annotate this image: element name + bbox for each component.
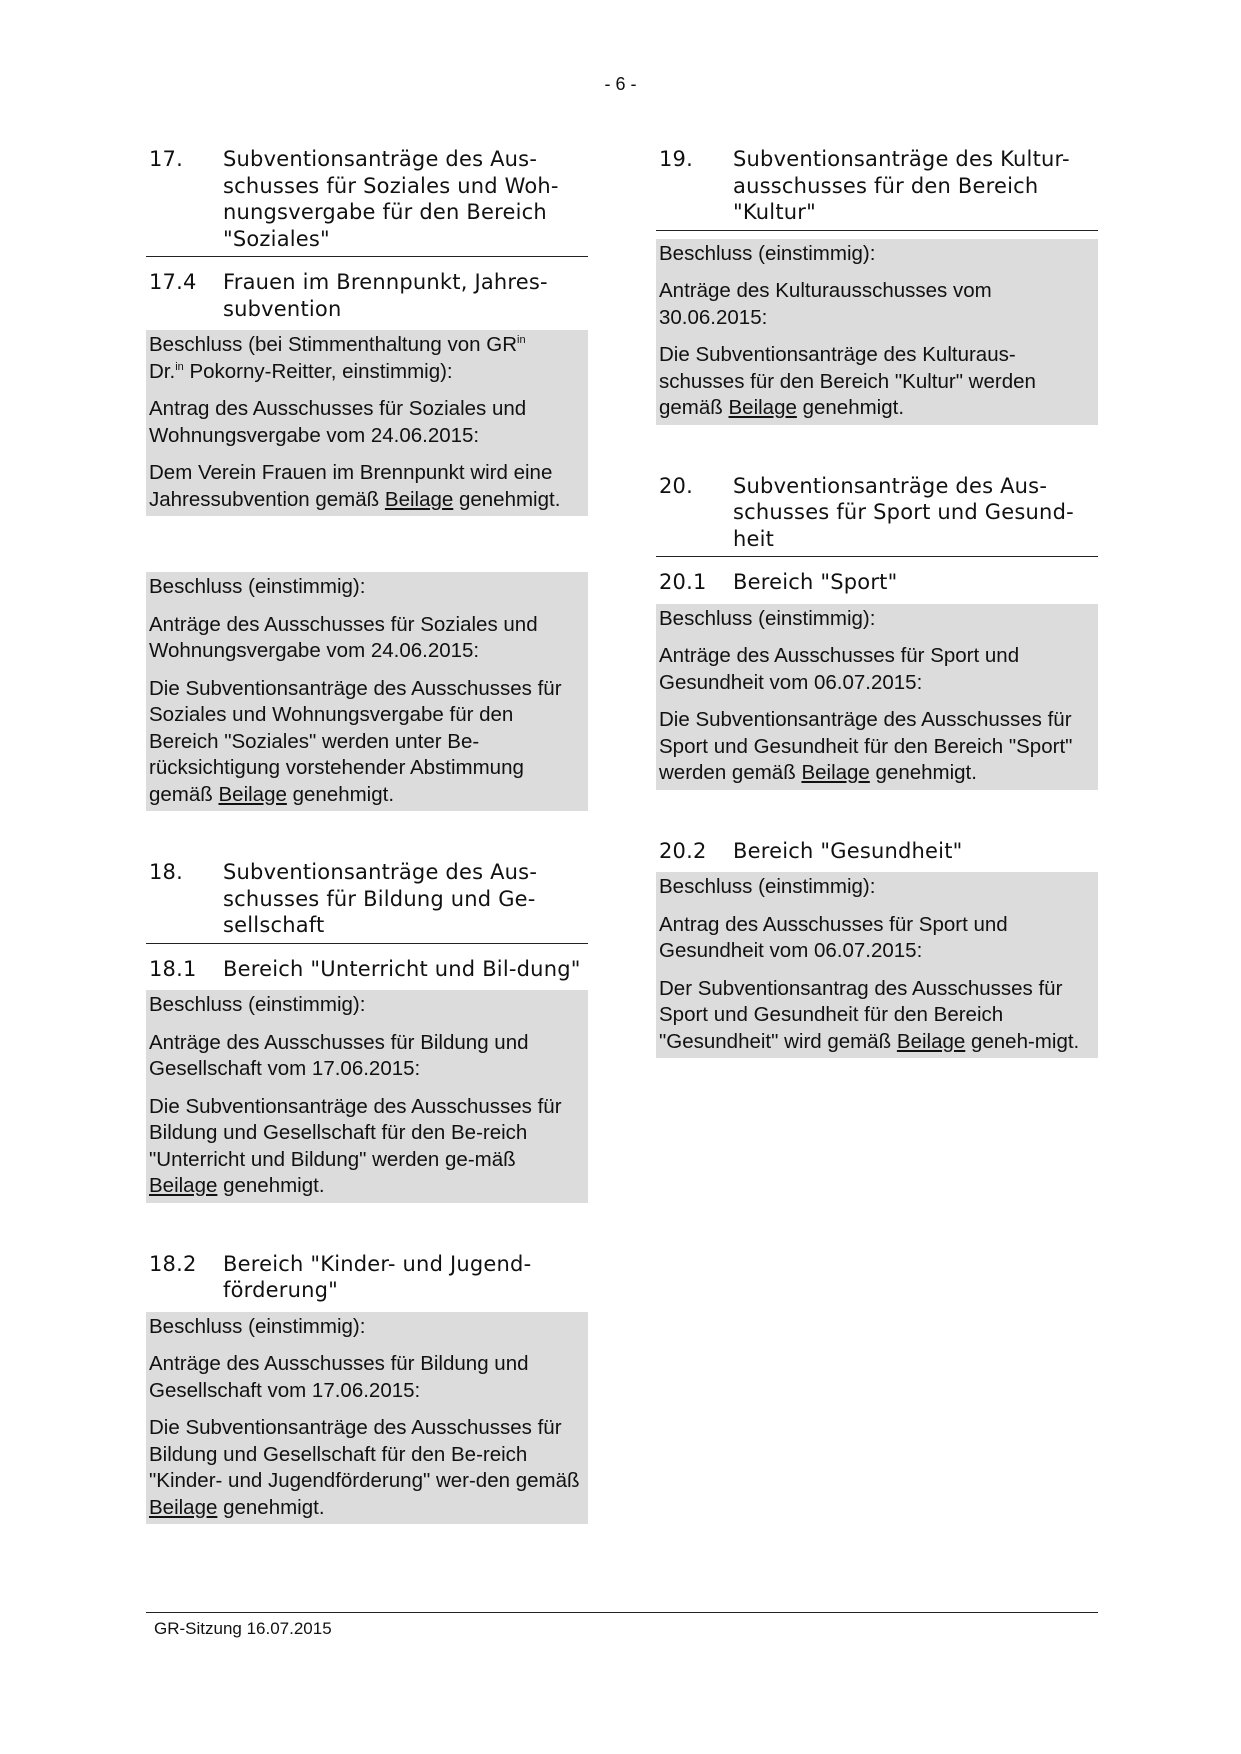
decision-label: Beschluss (einstimmig):: [149, 1314, 366, 1338]
heading-rule: [146, 256, 588, 257]
section-20-1-heading: [656, 569, 1098, 596]
beilage-link[interactable]: Beilage: [218, 782, 287, 806]
motion-reference: Anträge des Ausschusses für Bildung und Gesellschaft vom 17.06.2015:: [149, 1030, 529, 1080]
motion-reference: Anträge des Ausschusses für Bildung und Gesellschaft vom 17.06.2015:: [149, 1352, 529, 1402]
left-column: [146, 146, 588, 1524]
section-title: Bereich "Gesundheit": [733, 838, 963, 863]
beilage-link[interactable]: Beilage: [149, 1174, 218, 1197]
heading-rule: [146, 943, 588, 944]
section-number: 18.: [149, 860, 183, 884]
section-number: 17.: [149, 147, 183, 171]
decision-box-17-4: [146, 330, 588, 516]
decision-text: Die Subventionsanträge des Kulturaus-schusses für den Bereich "Kultur" werden gemäß Beilage genehmigt.: [659, 343, 1036, 419]
decision-label: Beschluss (einstimmig):: [659, 875, 876, 898]
beilage-link[interactable]: Beilage: [728, 396, 797, 419]
section-title: Subventionsanträge des Aus-schusses für Sport und Gesund-heit: [733, 473, 1074, 551]
right-column: [656, 146, 1098, 1058]
section-18-2-heading: [146, 1251, 588, 1304]
decision-label: Beschluss (einstimmig):: [149, 993, 366, 1016]
heading-rule: [656, 230, 1098, 231]
section-number: 19.: [659, 147, 693, 171]
section-18-1-heading: [146, 956, 588, 983]
section-number: 18.2: [149, 1251, 197, 1276]
beilage-link[interactable]: Beilage: [896, 1029, 966, 1053]
section-18-heading: [146, 859, 588, 939]
section-number: 17.4: [149, 270, 197, 294]
beilage-link[interactable]: Beilage: [384, 487, 454, 511]
decision-box-18-1: [146, 990, 588, 1203]
beilage-link[interactable]: Beilage: [801, 761, 870, 784]
decision-text: Die Subventionsanträge des Ausschusses für Soziales und Wohnungsvergabe für den Bereich "Soziales" werden unter Be-rücksichtigung vorstehender Abstimmung gemäß Beilage genehmigt.: [149, 676, 562, 806]
section-20-heading: [656, 473, 1098, 553]
motion-reference: Anträge des Kulturausschusses vom 30.06.2015:: [659, 279, 992, 329]
beilage-link[interactable]: Beilage: [149, 1495, 218, 1519]
decision-box-17: [146, 572, 588, 811]
section-number: 18.1: [149, 956, 197, 981]
heading-rule: [656, 556, 1098, 557]
decision-text: Die Subventionsanträge des Ausschusses für Sport und Gesundheit für den Bereich "Sport" werden gemäß Beilage genehmigt.: [659, 708, 1073, 784]
section-17-heading: [146, 146, 588, 252]
section-title: Bereich "Unterricht und Bil-dung": [223, 956, 581, 981]
section-20-2-heading: [656, 838, 1098, 865]
page-footer: [146, 1612, 1098, 1639]
section-title: Bereich "Sport": [733, 570, 898, 594]
decision-box-18-2: [146, 1312, 588, 1525]
motion-reference: Antrag des Ausschusses für Sport und Gesundheit vom 06.07.2015:: [659, 912, 1008, 962]
decision-box-19: [656, 239, 1098, 425]
decision-label: Beschluss (bei Stimmenthaltung von $GR^{in}$ Dr.$^{in}$ Pokorny-Reitter, einstimmig):: [149, 333, 526, 383]
section-title: Subventionsanträge des Aus-schusses für Bildung und Ge-sellschaft: [223, 860, 538, 937]
section-number: 20.1: [659, 570, 707, 594]
section-title: Subventionsanträge des Aus-schusses für Soziales und Woh-nungsvergabe für den Bereich "Soziales": [223, 147, 559, 251]
section-17-4-heading: [146, 269, 588, 322]
section-title: Subventionsanträge des Kultur-ausschusses für den Bereich "Kultur": [733, 147, 1070, 224]
decision-label: Beschluss (einstimmig):: [659, 241, 876, 265]
motion-reference: Anträge des Ausschusses für Sport und Gesundheit vom 06.07.2015:: [659, 644, 1020, 694]
motion-reference: Anträge des Ausschusses für Soziales und Wohnungsvergabe vom 24.06.2015:: [149, 612, 538, 662]
section-title: Frauen im Brennpunkt, Jahres-subvention: [223, 270, 548, 321]
decision-text: Die Subventionsanträge des Ausschusses für Bildung und Gesellschaft für den Be-reich "Kinder- und Jugendförderung" wer-den gemäß Beilage genehmigt.: [149, 1416, 580, 1519]
decision-label: Beschluss (einstimmig):: [659, 606, 876, 630]
section-title: Bereich "Kinder- und Jugend-förderung": [223, 1251, 532, 1302]
decision-text: Dem Verein Frauen im Brennpunkt wird eine Jahressubvention gemäß Beilage genehmigt.: [149, 461, 561, 511]
decision-text: Der Subventionsantrag des Ausschusses für Sport und Gesundheit für den Bereich "Gesundheit" wird gemäß Beilage geneh-migt.: [659, 976, 1080, 1053]
decision-label: Beschluss (einstimmig):: [149, 575, 366, 598]
decision-box-20-2: [656, 872, 1098, 1058]
decision-box-20-1: [656, 604, 1098, 790]
decision-text: Die Subventionsanträge des Ausschusses für Bildung und Gesellschaft für den Be-reich "Unterricht und Bildung" werden ge-mäß Beilage genehmigt.: [149, 1094, 562, 1197]
footer-text: GR-Sitzung 16.07.2015: [154, 1619, 332, 1638]
page-number: - 6 -: [604, 74, 637, 94]
motion-reference: Antrag des Ausschusses für Soziales und Wohnungsvergabe vom 24.06.2015:: [149, 397, 527, 447]
section-number: 20.: [659, 473, 693, 498]
section-19-heading: [656, 146, 1098, 226]
section-number: 20.2: [659, 838, 707, 863]
